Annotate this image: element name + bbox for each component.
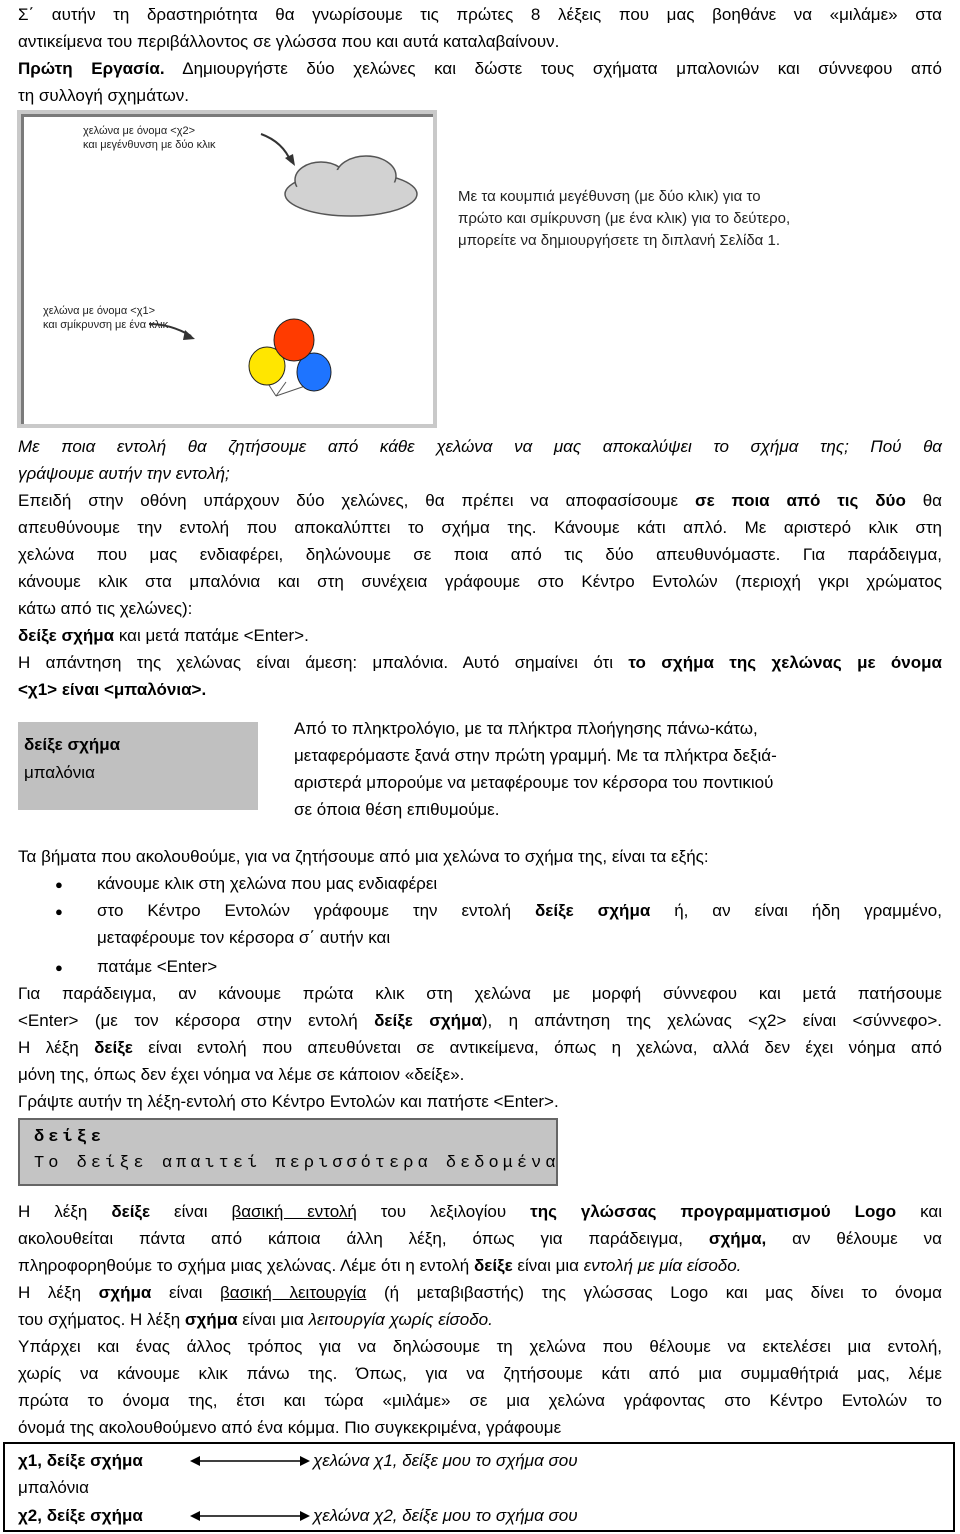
bullet-icon: ● xyxy=(55,960,63,975)
answer-line-4: κάνουμε κλικ στα μπαλόνια και στη συνέχεια γράφουμε στο Κέντρο Εντολών (περιοχή γκρι χρώματος xyxy=(18,572,942,591)
double-arrow-icon xyxy=(190,1507,310,1525)
explain-line-7: χωρίς να κάνουμε κλικ πάνω της. Όπως, για να ζητήσουμε κάτι από μια συμμαθήτριά μας, λέμε xyxy=(18,1364,942,1383)
explain-line-6: Υπάρχει και ένας άλλος τρόπος για να δηλώσουμε τη χελώνα που θέλουμε να εκτελέσει μια εντολή, xyxy=(18,1337,942,1356)
keyboard-note-2: μεταφερόμαστε ξανά στην πρώτη γραμμή. Με τα πλήκτρα δεξιά- xyxy=(294,746,777,765)
task1-line-1 xyxy=(18,58,942,80)
question-line-1: Με ποια εντολή θα ζητήσουμε από κάθε χελώνα να μας αποκαλύψει το σχήμα της; Πού θα xyxy=(18,437,942,456)
keyboard-note-1: Από το πληκτρολόγιο, με τα πλήκτρα πλοήγησης πάνω-κάτω, xyxy=(294,719,758,738)
command-response: μπαλόνια xyxy=(24,763,95,782)
answer-line-7: Η απάντηση της χελώνας είναι άμεση: μπαλόνια. Αυτό σημαίνει ότι το σχήμα της χελώνας με όνομα xyxy=(18,653,942,672)
step-2-cont: μεταφέρουμε τον κέρσορα σ΄ αυτήν και xyxy=(97,928,391,947)
explain-line-4: Η λέξη σχήμα είναι βασική λειτουργία (ή μεταβιβαστής) της γλώσσας Logo και μας δίνει το όνομα xyxy=(18,1283,942,1302)
task1-line-2: τη συλλογή σχημάτων. xyxy=(18,86,190,105)
cloud-label-2: και μεγένθυνση με δύο κλικ xyxy=(83,139,216,151)
example-line-3: Η λέξη δείξε είναι εντολή που απευθύνεται σε αντικείμενα, όπως η χελώνα, αλλά δεν έχει νόημα από xyxy=(18,1038,942,1057)
balloons-icon xyxy=(249,319,331,396)
table-row-1-command: χ1, δείξε σχήμα xyxy=(18,1451,143,1470)
figure-drawing xyxy=(21,114,433,424)
answer-line-8: <χ1> είναι <μπαλόνια>. xyxy=(18,680,207,699)
turtles-figure xyxy=(17,110,437,428)
figure-note-2: πρώτο και σμίκρυνση (με ένα κλικ) για το δεύτερο, xyxy=(458,210,791,227)
steps-intro: Τα βήματα που ακολουθούμε, για να ζητήσουμε από μια χελώνα το σχήμα της, είναι τα εξής: xyxy=(18,847,709,866)
table-row-1-meaning: χελώνα χ1, δείξε μου το σχήμα σου xyxy=(313,1451,578,1470)
figure-note-3: μπορείτε να δημιουργήσετε τη διπλανή Σελίδα 1. xyxy=(458,232,781,249)
keyboard-note-4: σε όποια θέση επιθυμούμε. xyxy=(294,800,500,819)
command-center-example-2 xyxy=(18,1118,558,1186)
answer-line-1: Επειδή στην οθόνη υπάρχουν δύο χελώνες, θα πρέπει να αποφασίσουμε σε ποια από τις δύο θα xyxy=(18,491,942,510)
explain-line-9: όνομά της ακολουθούμενο από ένα κόμμα. Πιο συγκεκριμένα, γράφουμε xyxy=(18,1418,562,1437)
keyboard-note-3: αριστερά μπορούμε να μεταφέρουμε τον κέρσορα του ποντικιού xyxy=(294,773,774,792)
answer-line-5: κάτω από τις χελώνες): xyxy=(18,599,193,618)
bullet-icon: ● xyxy=(55,877,63,892)
step-3: πατάμε <Enter> xyxy=(97,957,218,976)
command-center-example-1 xyxy=(18,722,258,810)
table-row-2-response: μπαλόνια xyxy=(18,1478,89,1497)
step-1: κάνουμε κλικ στη χελώνα που μας ενδιαφέρει xyxy=(97,874,438,893)
cloud-icon xyxy=(285,156,417,216)
balloon-label-1: χελώνα με όνομα <χ1> xyxy=(43,305,156,317)
explain-line-8: πρώτα το όνομα της, έτσι και τώρα «μιλάμε» σε μια χελώνα γράφοντας στο Κέντρο Εντολών το xyxy=(18,1391,942,1410)
task1-text: Δημιουργήστε δύο χελώνες και δώστε τους σχήματα μπαλονιών και σύννεφου από xyxy=(164,59,942,78)
question-line-2: γράψουμε αυτήν την εντολή; xyxy=(18,464,230,483)
table-row-3-meaning: χελώνα χ2, δείξε μου το σχήμα σου xyxy=(313,1506,578,1525)
example-line-1: Για παράδειγμα, αν κάνουμε πρώτα κλικ στη χελώνα με μορφή σύννεφου και μετά πατήσουμε xyxy=(18,984,942,1003)
command-error: Το δείξε απαιτεί περισσότερα δεδομένα xyxy=(34,1154,560,1173)
explain-line-2: ακολουθείται πάντα από κάποια άλλη λέξη, όπως για παράδειγμα, σχήμα, αν θέλουμε να xyxy=(18,1229,942,1248)
task1-heading: Πρώτη Εργασία. xyxy=(18,59,165,78)
example-line-4: μόνη της, όπως δεν έχει νόημα να λέμε σε κάποιον «δείξε». xyxy=(18,1065,465,1084)
command-text: δείξε σχήμα xyxy=(24,735,121,754)
intro-line-1: Σ΄ αυτήν τη δραστηριότητα θα γνωρίσουμε τις πρώτες 8 λέξεις που μας βοηθάνε να «μιλάμε» στα xyxy=(18,5,942,24)
example-line-2: <Enter> (με τον κέρσορα στην εντολή δείξε σχήμα), η απάντηση της χελώνας <χ2> είναι <σύννεφο>. xyxy=(18,1011,942,1030)
figure-note-1: Με τα κουμπιά μεγέθυνση (με δύο κλικ) για το xyxy=(458,188,761,205)
explain-line-3: πληροφορηθούμε το σχήμα μιας χελώνας. Λέμε ότι η εντολή δείξε είναι μια εντολή με μία είσοδο. xyxy=(18,1256,742,1275)
table-row-3-command: χ2, δείξε σχήμα xyxy=(18,1506,143,1525)
explain-line-5: του σχήματος. Η λέξη σχήμα είναι μια λειτουργία χωρίς είσοδο. xyxy=(18,1310,493,1329)
answer-line-2: απευθύνουμε την εντολή που αποκαλύπτει το σχήμα της. Κάνουμε κάτι απλό. Με αριστερό κλικ στη xyxy=(18,518,942,537)
command-text: δείξε xyxy=(34,1128,106,1147)
balloon-label-2: και σμίκρυνση με ένα κλικ xyxy=(43,319,169,331)
explain-line-1: Η λέξη δείξε είναι βασική εντολή του λεξιλογίου της γλώσσας προγραμματισμού Logo και xyxy=(18,1202,942,1221)
bullet-icon: ● xyxy=(55,904,63,919)
example-line-5: Γράψτε αυτήν τη λέξη-εντολή στο Κέντρο Εντολών και πατήστε <Enter>. xyxy=(18,1092,559,1111)
step-2: στο Κέντρο Εντολών γράφουμε την εντολή δείξε σχήμα ή, αν είναι ήδη γραμμένο, xyxy=(97,901,942,920)
double-arrow-icon xyxy=(190,1452,310,1470)
answer-line-6: δείξε σχήμα και μετά πατάμε <Enter>. xyxy=(18,626,309,645)
turtle-address-table xyxy=(3,1442,955,1532)
intro-line-2: αντικείμενα του περιβάλλοντος σε γλώσσα που και αυτά καταλαβαίνουν. xyxy=(18,32,560,51)
answer-line-3: χελώνα που μας ενδιαφέρει, δηλώνουμε σε ποια από τις δύο απευθυνόμαστε. Για παράδειγμα, xyxy=(18,545,942,564)
cloud-label-1: χελώνα με όνομα <χ2> xyxy=(83,125,196,137)
